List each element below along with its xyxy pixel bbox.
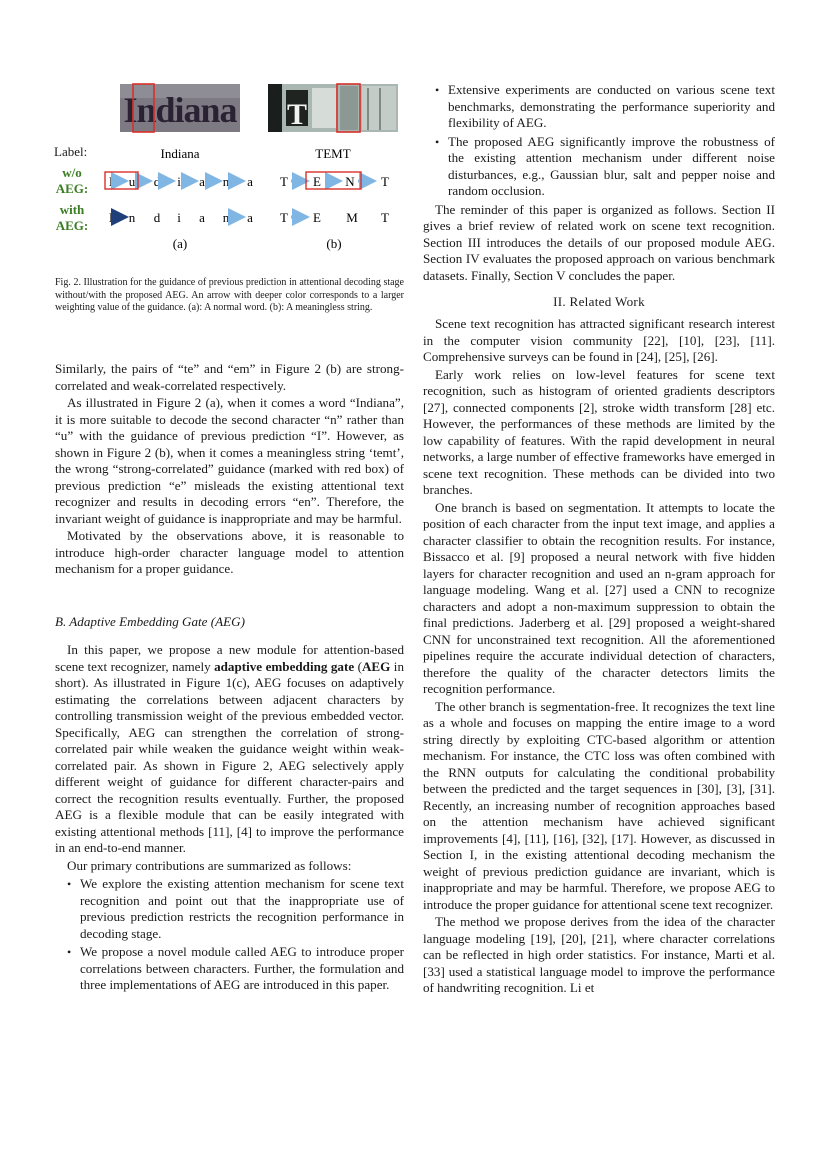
- r1l-char-3: i: [177, 174, 181, 189]
- right-p6: The method we propose derives from the idea of the character language modeling [19], [20], [21], where character correlations can be reflected in high order statistics. For instance, Marti et al. [33] used a statistical language model to improve the performance of handwriting recognition. Li et: [423, 914, 775, 995]
- r2r-char-3: T: [381, 210, 389, 225]
- r1l-char-6: a: [247, 174, 253, 189]
- left-p4: In this paper, we propose a new module for attention-based scene text recognizer, namely adaptive embedding gate (AEG in short). As illustrated in Figure 1(c), AEG focuses on adaptively estimating the correlations between adjacent characters by controlling transmission weight of the previous embedded vector. Specifically, AEG can strengthen the correlation of strong-correlated pair while weaken the guidance weight within weak-correlated pair. As shown in Figure 2, AEG selectively apply different weight of guidance for different character-pairs and correct the recognition results eventually. Further, the proposed AEG is a flexible module that can be easily integrated with existing attentional methods [11], [4] to improve the performance in an end-to-end manner.: [55, 642, 404, 855]
- r1l-char-0: I: [108, 174, 114, 189]
- list-item: • We explore the existing attention mechanism for scene text recognition and point out that the inappropriate use of previous prediction restricts the recognition performance in decoding stage.: [55, 876, 404, 942]
- r2l-char-3: i: [177, 210, 181, 225]
- left-p5: Our primary contributions are summarized as follows:: [67, 857, 352, 873]
- r1r-char-2: N: [345, 174, 355, 189]
- r2l-char-1: n: [128, 210, 136, 225]
- right-p1: The reminder of this paper is organized as follows. Section II gives a brief review of related work on scene text recognition. Section III introduces the details of our proposed module AEG. Section IV evaluates the proposed approach on various benchmark datasets. Finally, Section V concludes the paper.: [423, 201, 775, 283]
- list-item: • The proposed AEG significantly improve the robustness of the existing attention mechanism under different noise disturbances, e.g., Gaussian blur, salt and pepper noise and random occlusion.: [423, 134, 775, 200]
- r1l-char-4: a: [199, 174, 205, 189]
- r2r-char-0: T: [280, 210, 288, 225]
- sub-label-b: (b): [326, 236, 342, 251]
- contribution-list: [55, 876, 404, 994]
- list-item: • We propose a novel module called AEG to introduce proper correlations between characters. Further, the formulation and three implementations of AEG are introduced in this paper.: [55, 944, 404, 994]
- label-right: TEMT: [315, 146, 351, 161]
- right-p2: Scene text recognition has attracted significant research interest in the computer vision community [22], [10], [23], [11]. Comprehensive surveys can be found in [24], [25], [26].: [423, 316, 775, 364]
- r2r-char-1: E: [313, 210, 321, 225]
- r1r-char-0: T: [280, 174, 288, 189]
- r1l-char-1: u: [128, 174, 136, 189]
- right-column-bottom: [423, 316, 775, 997]
- list-item: • Extensive experiments are conducted on various scene text benchmarks, demonstrating the performance superiority and flexibility of AEG.: [423, 82, 775, 132]
- label-prefix: Label:: [54, 144, 88, 159]
- r2l-char-0: I: [108, 210, 114, 225]
- left-p3: Motivated by the observations above, it is reasonable to introduce high-order character language model to attention mechanism for a proper guidance.: [55, 528, 404, 576]
- label-left: Indiana: [160, 146, 200, 161]
- figure-2: [50, 80, 410, 260]
- r1r-char-3: T: [381, 174, 389, 189]
- row1-label-a: w/o: [62, 165, 82, 180]
- r2l-char-2: d: [153, 210, 161, 225]
- right-p5: The other branch is segmentation-free. It recognizes the text line as a whole and focuses on mapping the entire image to a word string directly by exploiting CTC-based algorithm or attention mechanism. For instance, the CTC loss was often combined with the RNN outputs for calculating the conditional probability between the predicted and the target sequences in [30], [3], [31]. Recently, an increasing number of recognition approaches based on the attention mechanism have achieved significant improvements [4], [11], [16], [32], [17]. However, as discussed in Section I, in the existing attentional decoding mechanism the weight of previous prediction guidance are invariant, which is inappropriate and may be harmful. Therefore, we propose AEG to introduce the proper guidance for attentional scene text recognizer.: [423, 698, 775, 912]
- word-image-indiana: [120, 84, 240, 132]
- contribution-list-cont: [423, 82, 775, 200]
- section-2-heading: II. Related Work: [553, 294, 645, 309]
- right-column-top: [423, 82, 775, 284]
- word-image-indiana-text: Indiana: [123, 90, 237, 130]
- left-p1: Similarly, the pairs of “te” and “em” in Figure 2 (b) are strong-correlated and weak-correlated respectively.: [55, 361, 404, 393]
- r1r-char-1: E: [313, 174, 321, 189]
- r2r-char-2: M: [346, 210, 358, 225]
- section-b-heading: B. Adaptive Embedding Gate (AEG): [55, 614, 245, 629]
- row1-label-b: AEG:: [55, 181, 89, 196]
- svg-text:T: T: [286, 98, 308, 131]
- row2-label-b: AEG:: [55, 218, 89, 233]
- word-image-temt: [268, 84, 398, 132]
- r2l-char-5: n: [222, 210, 230, 225]
- r1l-char-2: d: [153, 174, 161, 189]
- right-p4: One branch is based on segmentation. It attempts to locate the position of each character from the input text image, and applies a character classifier to obtain the recognition results. For instance, Bissacco et al. [9] proposed a neural network with five hidden layers for character recognition and used an n-gram approach for language modeling. Wang et al. [27] used a CNN to recognize characters and adopt a non-maximum suppression to obtain the final predictions. Jaderberg et al. [29] proposed a weight-shared CNN for unconstrained text recognition. All the aforementioned pipelines require the accurate individual detection of characters, therefore the quality of the character detectors limits the recognition performance.: [423, 499, 775, 696]
- figure-caption: Fig. 2. Illustration for the guidance of previous prediction in attentional decoding stage without/with the proposed AEG. An arrow with deeper color corresponds to a larger weighting value of the guidance. (a): A normal word. (b): A meaningless string.: [55, 277, 404, 314]
- sub-label-a: (a): [172, 236, 188, 251]
- r2l-char-4: a: [199, 210, 205, 225]
- left-column-top: [55, 361, 404, 578]
- r2l-char-6: a: [247, 210, 253, 225]
- right-p3: Early work relies on low-level features for scene text recognition, such as histogram of oriented gradients descriptors [27], connected components [2], stroke width transform [28] etc. However, the performances of these methods are limited by the low capability of features. With the rapid development in neural networks, a large number of effective frameworks have emerged in scene text recognition. These methods can be divided into two branches.: [423, 366, 775, 497]
- left-column-bottom: [55, 642, 404, 994]
- row2-label-a: with: [59, 202, 85, 217]
- left-p2: As illustrated in Figure 2 (a), when it comes a word “Indiana”, it is more suitable to decode the second character “n” rather than “u” with the guidance of previous prediction “I”. However, as shown in Figure 2 (b), when it comes a meaningless string ‘temt’, the wrong “strong-correlated” guidance (marked with red box) of previous prediction “e” misleads the existing attentional text recognizer and results in decoding errors “en”. Therefore, the invariant weight of guidance is inappropriate and may be harmful.: [55, 395, 404, 526]
- r1l-char-5: n: [222, 174, 230, 189]
